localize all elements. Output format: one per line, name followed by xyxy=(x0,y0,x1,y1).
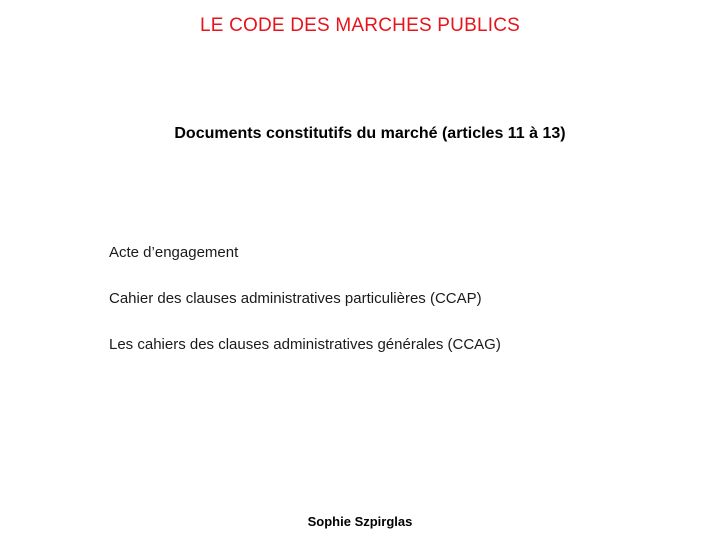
list-item: Les cahiers des clauses administratives générales (CCAG) xyxy=(109,336,501,353)
slide-subtitle: Documents constitutifs du marché (articles 11 à 13) xyxy=(174,125,566,142)
list-item: Acte d’engagement xyxy=(109,244,239,261)
list-item: Cahier des clauses administratives particulières (CCAP) xyxy=(109,290,482,307)
slide-title: LE CODE DES MARCHES PUBLICS xyxy=(199,15,521,36)
author-name: Sophie Szpirglas xyxy=(307,514,413,529)
document-list xyxy=(109,243,501,381)
